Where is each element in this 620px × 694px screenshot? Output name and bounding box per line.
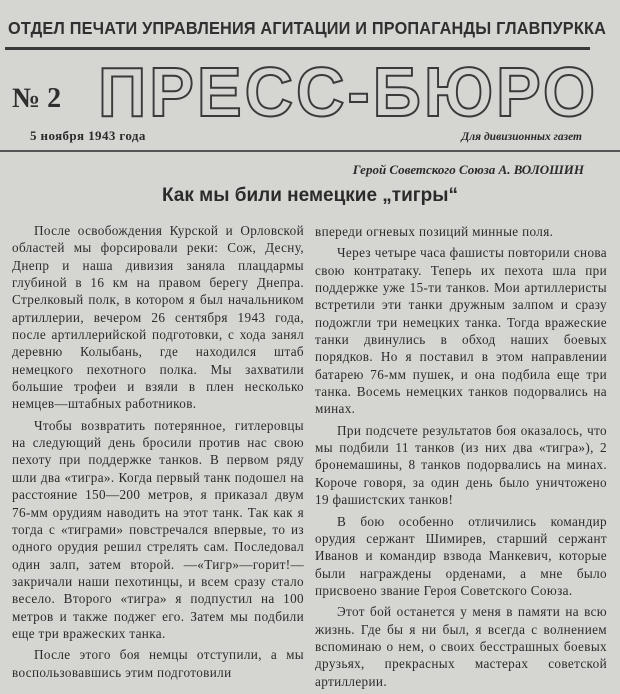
paragraph: При подсчете результатов боя оказалось, что мы подбили 11 танков (из них два «тигра»), 2 бронемашины, 8 танков подорвались на минах. Короче говоря, за один день было уничтожено 19 фашистских танков! (315, 422, 607, 508)
masthead-title: ПРЕСС-БЮРО (98, 53, 598, 131)
article-byline: Герой Советского Союза А. ВОЛОШИН (352, 162, 584, 177)
paragraph: Этот бой останется у меня в памяти на всю жизнь. Где бы я ни был, я всегда с волнением вспоминаю о нем, о своих бесстрашных боевых друзьях, прекрасных мастерах советской артиллерии. (315, 604, 607, 689)
audience-note: Для дивизионных газет (461, 131, 582, 143)
issue-number: № 2 (12, 83, 62, 114)
issue-date: 5 ноября 1943 года (30, 128, 146, 143)
header-rule (5, 47, 590, 50)
paragraph: В бою особенно отличились командир орудия сержант Шимирев, старший сержант Иванов и командир взвода Манкевич, которые были награждены орденами, а мне было присвоено звание Героя Советского Союза. (315, 513, 607, 598)
article-column-right (315, 223, 607, 694)
paragraph: После этого боя немцы отступили, а мы воспользовавшись этим подготовили (12, 647, 304, 680)
masthead-rule (0, 150, 620, 152)
article-headline: Как мы били немецкие „тигры“ (161, 185, 459, 206)
article-column-left (12, 222, 304, 685)
paragraph: После освобождения Курской и Орловской областей мы форсировали реки: Сож, Десну, Днепр и наша дивизия заняла плацдармы глубиной в 16 км на правом берегу Днепра. Стрелковый полк, в котором я был начальником артиллерии, вечером 26 сентября 1943 года, после артиллерийской подготовки, с хода занял деревню Колыбань, где находился штаб немецкого пехотного полка. Мы захватили большие трофеи и взяли в плен несколько немцев—штабных работников. (12, 223, 304, 412)
paragraph: Через четыре часа фашисты повторили снова свою контратаку. Теперь их пехота шла при поддержке уже 15-ти танков. Мои артиллеристы встретили эти танки дружным залпом и сразу подожгли три немецких танка. Тогда вражеские танки двинулись в обход наших боевых порядков. Но я поставил в этом направлении батарею 76-мм пушек, и она подбила еще три танка. Восемь немецких танков подорвались на минах. (315, 245, 607, 417)
paragraph: Чтобы возвратить потерянное, гитлеровцы на следующий день бросили против нас свою пехоту при поддержке танков. В первом ряду шли два «тигра». Когда первый танк подошел на расстояние 150—200 метров, я приказал двум 76-мм орудиям наводить на этот танк. Так как я тогда с «тиграми» повстречался впервые, то из одного орудия решил стрелять сам. Последовал один залп, затем второй. —«Тигр»—горит!—закричали наши пехотинцы, и всем сразу стало весело. Второго «тигра» я подпустил на 100 метров и также поджег его. Затем мы подбили еще три вражеских танка. (12, 417, 304, 641)
agency-header: ОТДЕЛ ПЕЧАТИ УПРАВЛЕНИЯ АГИТАЦИИ И ПРОПАГАНДЫ ГЛАВПУРККА (8, 18, 607, 38)
paragraph: впереди огневых позиций минные поля. (315, 224, 554, 239)
